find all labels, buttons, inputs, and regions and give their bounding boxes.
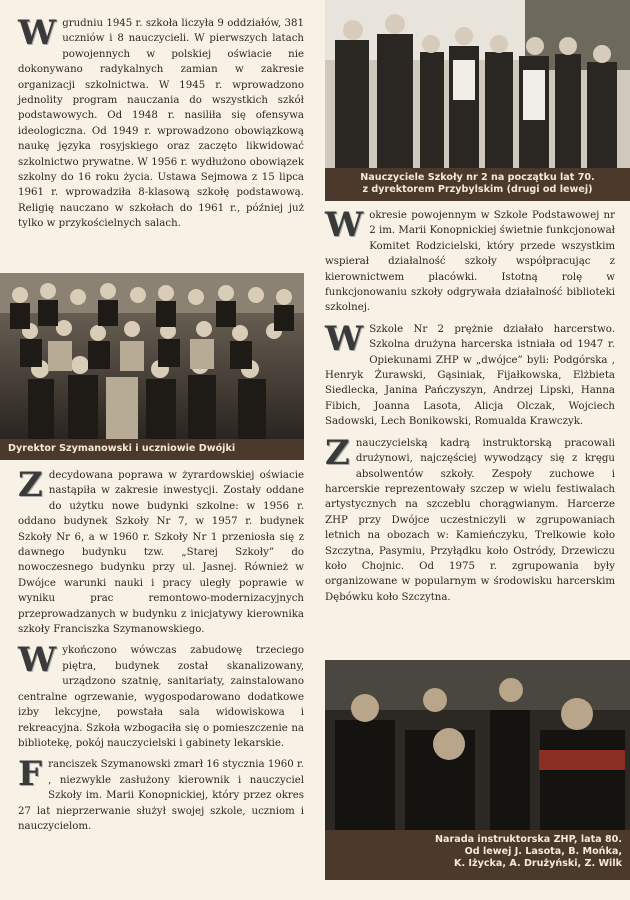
caption-line: Od lewej J. Lasota, B. Mońka, bbox=[464, 846, 622, 857]
paragraph-text: decydowana poprawa w żyrardowskiej oświacie nastąpiła w zakresie inwestycji. Zostały oddane do użytku nowe budynki szkolne: w 1956 r. oddano budynek Szkoły Nr 7, w 1957 r. budynek Szkoły Nr 6, a w 1960 r. Szkoły Nr 1 przeniosła się z dawnego budynku tzw. „Starej Szkoły” do nowoczesnego budynku przy ul. Jasnej. Również w Dwójce warunki nauki i pracy uległy poprawie w wyniku prac remontowo-modernizacyjnych przeprowadzanych w budynku z inicjatywy kierownika szkoły Franciszka Szymanowskiego. bbox=[18, 470, 304, 636]
paragraph bbox=[18, 754, 304, 834]
caption-teachers bbox=[325, 168, 630, 201]
photo-zhp-meeting bbox=[325, 660, 630, 830]
section-investments bbox=[18, 465, 304, 840]
drop-cap: Z bbox=[18, 465, 43, 505]
drop-cap: W bbox=[18, 13, 57, 53]
paragraph bbox=[325, 205, 615, 316]
drop-cap: W bbox=[325, 205, 364, 245]
caption-line: z dyrektorem Przybylskim (drugi od lewej) bbox=[362, 184, 593, 195]
paragraph-text: nauczycielską kadrą instruktorską pracowali drużynowi, najczęściej wywodzący się z kręgu absolwentów szkoły. Zespoły zuchowe i harcerskie reprezentowały szczep w wielu festiwalach artystycznych na szczeblu chorągwianym. Harcerze ZHP przy Dwójce uczestniczyli w zgrupowaniach letnich na obozach w: Kamieńczyku, Trelkowie koło Szczytna, Pasymiu, Przyłądku koło Ostródy, Drzewiczu koło Chojnic. Od 1975 r. zgrupowania były organizowane w popularnym w środowisku harcerskim Dębówku koło Szczytna. bbox=[325, 437, 615, 603]
paragraph-text: okresie powojennym w Szkole Podstawowej nr 2 im. Marii Konopnickiej świetnie funkcjonował Komitet Rodzicielski, który przede wszystkim wspierał działalność szkoły współpracując z kierownictwem placówki. Istotną rolę w funkcjonowaniu szkoły odgrywała działalność biblioteki szkolnej. bbox=[325, 210, 615, 314]
drop-cap: Z bbox=[325, 432, 350, 473]
paragraph-text: Szkole Nr 2 prężnie działało harcerstwo. Szkolna drużyna harcerska istniała od 1947 r. Opiekunami ZHP w „dwójce” byli: Podgórska , Henryk Żurawski, Gąsiniak, Fijałkowska, Elżbieta Siedlecka, Janina Pańczyszyn, Andrzej Lipski, Hanna Fibich, Joanna Lasota, Alicja Olczak, Wojciech Sadowski, Lech Bonikowski, Romualda Krawczyk. bbox=[325, 323, 615, 428]
photo-image bbox=[325, 660, 630, 830]
drop-cap: W bbox=[325, 318, 364, 359]
caption-line: K. Iżycka, A. Drużyński, Z. Wilk bbox=[454, 858, 622, 869]
paragraph-text: ykończono wówczas zabudowę trzeciego piętra, budynek został skanalizowany, urządzono szatnię, sanitariaty, zainstalowano centralne ogrzewanie, wygospodarowano dodatkowe izby lekcyjne, powstała sala widowiskowa i rekreacyjna. Szkoła wzbogaciła się o pomieszczenie na bibliotekę, pokój nauczycielski i gabinety lekarskie. bbox=[18, 645, 304, 749]
photo-director-and-pupils bbox=[0, 273, 304, 439]
paragraph bbox=[325, 318, 615, 430]
photo-teachers bbox=[325, 0, 630, 168]
paragraph bbox=[18, 465, 304, 637]
caption-line: Nauczyciele Szkoły nr 2 na początku lat 70. bbox=[360, 172, 595, 183]
drop-cap: W bbox=[18, 640, 57, 681]
section-1945 bbox=[18, 13, 304, 238]
caption-director bbox=[0, 439, 304, 460]
paragraph bbox=[18, 13, 304, 232]
photo-image bbox=[325, 0, 630, 168]
photo-image bbox=[0, 273, 304, 439]
paragraph bbox=[18, 640, 304, 751]
drop-cap: F bbox=[18, 754, 43, 795]
caption-zhp bbox=[325, 830, 630, 880]
caption-line: Narada instruktorska ZHP, lata 80. bbox=[435, 834, 622, 845]
section-postwar bbox=[325, 205, 615, 611]
paragraph bbox=[325, 432, 615, 605]
paragraph-text: grudniu 1945 r. szkoła liczyła 9 oddziałów, 381 uczniów i 8 nauczycieli. W pierwszych latach powojennych w polskiej oświacie nie dokonywano radykalnych zamian w zakresie organizacji szkolnictwa. W 1945 r. wprowadzono jednolity program nauczania do wszystkich szkół podstawowych. Od 1948 r. nasiliła się ofensywa ideologiczna. Od 1949 r. wprowadzono obowiązkową naukę języka rosyjskiego oraz zaczęto likwidować szkolnictwo prywatne. W 1956 r. wydłużono obowiązek szkolny do 16 roku życia. Ustawa Sejmowa z 15 lipca 1961 r. wprowadziła 8-klasową szkołę podstawową. Religię nauczano w szkołach do 1961 r., później już tylko w przykościelnych salach. bbox=[18, 18, 304, 230]
caption-line: Dyrektor Szymanowski i uczniowie Dwójki bbox=[8, 443, 236, 454]
paragraph-text: ranciszek Szymanowski zmarł 16 stycznia 1960 r. , niezwykle zasłużony kierownik i nauczyciel Szkoły im. Marii Konopnickiej, który przez okres 27 lat nieprzerwanie służył swojej szkole, uczniom i nauczycielom. bbox=[18, 759, 304, 832]
